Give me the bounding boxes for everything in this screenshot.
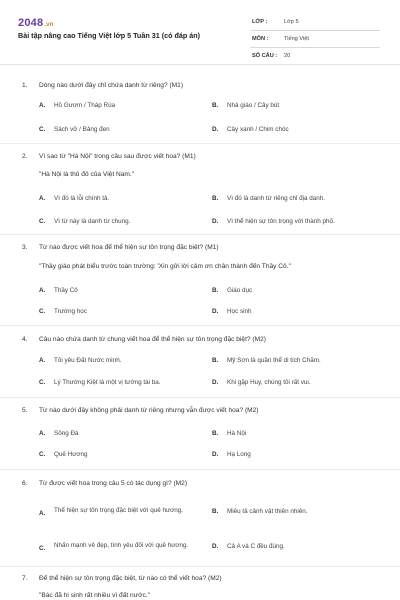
option-text: Lý Thường Kiệt là một vị tướng tài ba. [54,379,161,386]
option-text: Vì thể hiện sự tôn trọng với thành phố. [227,218,335,225]
meta-label: SỐ CÂU : [252,53,278,59]
option-text: Tôi yêu Đất Nước mình. [54,357,122,364]
question-divider [0,469,400,470]
option-letter: D. [212,379,219,386]
option-text: Thầy Cô [54,287,78,294]
meta-row-subject [250,31,380,48]
option-letter: A. [39,357,46,364]
question-prompt: Câu nào chứa danh từ chung viết hoa để thể hiện sự tôn trọng đặc biệt? (M2) [39,336,266,343]
question-text [22,336,266,343]
option-text: Cây xanh / Chim chóc [227,126,289,133]
option-letter: C. [39,218,46,225]
question-text [22,244,219,251]
question-prompt: Dòng nào dưới đây chỉ chứa danh từ riêng? (M1) [39,82,184,89]
page-title: Bài tập nâng cao Tiếng Việt lớp 5 Tuần 31 (có đáp án) [18,31,201,40]
meta-value: Lớp 5 [284,19,299,25]
option-letter: D. [212,543,219,550]
question-divider [0,325,400,326]
meta-value: 20 [284,53,291,59]
option-letter: A. [39,195,46,202]
question-divider [0,397,400,398]
question-divider [0,234,400,235]
question-text [22,407,259,414]
logo-text: 2048 [18,17,44,29]
option-letter: B. [212,195,219,202]
meta-row-class [250,14,380,31]
question-prompt: Để thể hiện sự tôn trọng đặc biệt, từ nào có thể viết hoa? (M2) [39,575,222,582]
question-prompt: Từ được viết hoa trong câu 5 có tác dụng gì? (M2) [39,480,188,487]
option-text: Giáo dục [227,287,253,294]
option-text: Mỹ Sơn là quần thể di tích Chăm. [227,357,321,364]
option-letter: B. [212,287,219,294]
question-prompt: Từ nào dưới đây không phải danh từ riêng nhưng vẫn được viết hoa? (M2) [39,407,259,414]
option-letter: B. [212,102,219,109]
option-letter: B. [212,508,219,515]
option-letter: C. [39,308,46,315]
question-divider [0,143,400,144]
question-number: 7. [22,575,28,582]
option-text: Hồ Gươm / Tháp Rùa [54,102,116,109]
question-quote: "Hà Nội là thủ đô của Việt Nam." [39,171,135,178]
option-letter: C. [39,545,46,552]
meta-value: Tiếng Việt [284,36,309,42]
option-text: Nhà giáo / Cây bút [227,102,280,109]
question-number: 1. [22,82,28,89]
option-letter: C. [39,379,46,386]
option-letter: B. [212,357,219,364]
question-number: 4. [22,336,28,343]
question-number: 6. [22,480,28,487]
option-text: Vì từ này là danh từ chung. [54,218,131,225]
option-text: Sách vở / Bảng đen [54,126,110,133]
option-letter: A. [39,102,46,109]
question-text [22,153,196,160]
question-prompt: Từ nào được viết hoa để thể hiện sự tôn trọng đặc biệt? (M1) [39,244,219,251]
site-logo[interactable] [18,17,54,29]
question-number: 5. [22,407,28,414]
question-prompt: Vì sao từ "Hà Nội" trong câu sau được viết hoa? (M1) [39,153,196,160]
question-quote: "Thầy giáo phát biểu trước toàn trường: 'Xin gửi lời cảm ơn chân thành đến Thầy Cô." [39,263,291,270]
question-number: 3. [22,244,28,251]
meta-label: LỚP : [252,19,268,25]
question-text [22,480,187,487]
option-text: Quê Hương [54,451,88,458]
option-text: Vì đó là danh từ riêng chỉ địa danh. [227,195,326,202]
option-text: Hạ Long [227,451,251,458]
option-text: Trường học [54,308,87,315]
option-text: Cả A và C đều đúng. [227,543,285,550]
option-text: Miêu tả cảnh vật thiên nhiên. [227,508,308,515]
question-quote: "Bác đã hi sinh rất nhiều vì đất nước." [39,592,150,599]
option-letter: C. [39,451,46,458]
option-letter: A. [39,287,46,294]
option-text: Nhấn mạnh vẻ đẹp, tình yêu đối với quê hương. [54,542,189,549]
option-text: Hà Nội [227,430,247,437]
question-text [22,575,222,582]
option-letter: D. [212,126,219,133]
option-text: Sông Đà [54,430,79,437]
question-divider [0,566,400,567]
option-text: Vì đó là lỗi chính tả. [54,195,110,202]
option-text: Khi gặp Huy, chúng tôi rất vui. [227,379,311,386]
option-text: Thể hiện sự tôn trọng đặc biệt với quê hương. [54,507,184,514]
question-number: 2. [22,153,28,160]
meta-label: MÔN : [252,36,269,42]
page-header [0,0,400,62]
option-letter: D. [212,308,219,315]
option-letter: A. [39,430,46,437]
option-letter: D. [212,218,219,225]
logo-tld: .vn [44,22,54,28]
option-letter: A. [39,510,46,517]
option-letter: B. [212,430,219,437]
option-letter: D. [212,451,219,458]
meta-row-count [250,48,380,65]
option-letter: C. [39,126,46,133]
option-text: Học sinh [227,308,252,315]
meta-table [250,14,380,65]
header-divider [0,64,400,65]
question-text [22,82,183,89]
